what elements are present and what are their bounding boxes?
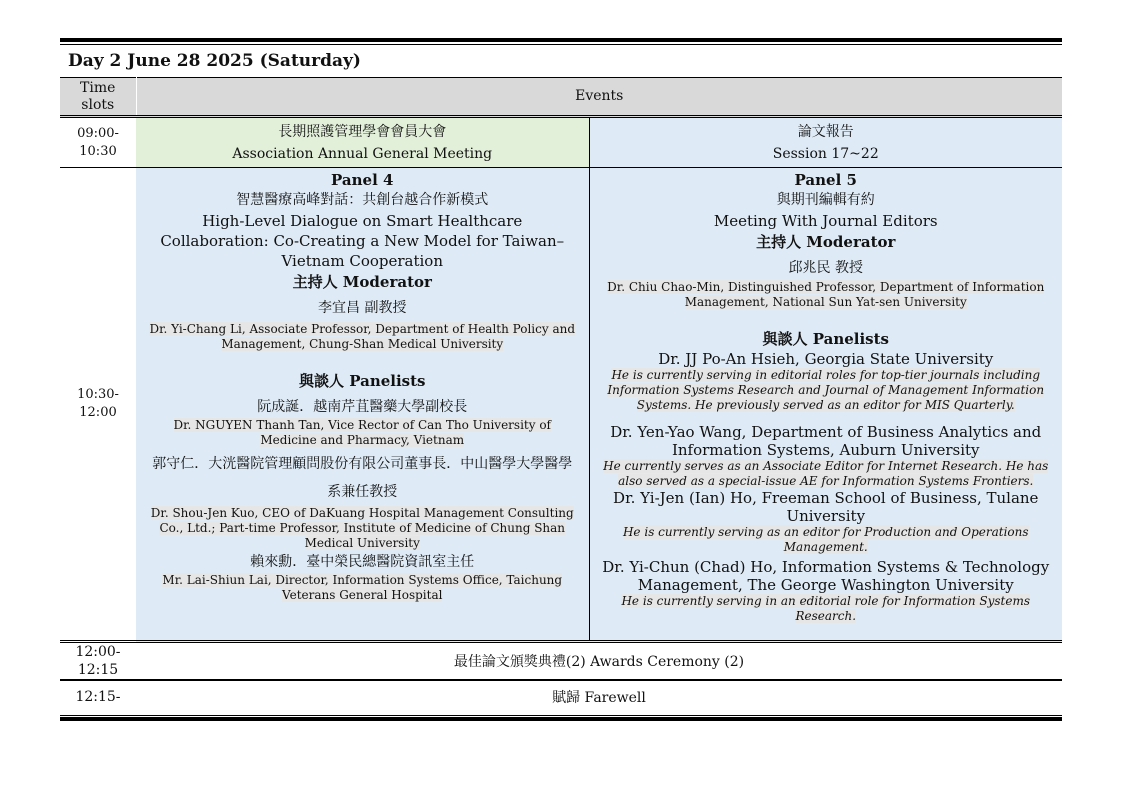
panel5-panelists-label: 與談人 Panelists <box>762 330 889 348</box>
panel5-moderator-zh: 邱兆民 教授 <box>788 260 863 276</box>
panel5-title: Panel 5 <box>794 171 857 189</box>
panel4-moderator-label: 主持人 Moderator <box>292 273 432 291</box>
slot-1200-time: 12:00-12:15 <box>60 642 136 681</box>
awards-event: 最佳論文頒獎典禮(2) Awards Ceremony (2) <box>136 642 1062 681</box>
panel4-topic-en: High-Level Dialogue on Smart Healthcare Collaboration: Co-Creating a New Model for Taiwan–Vietnam Cooperation <box>160 212 565 270</box>
top-rule <box>60 38 1062 42</box>
schedule-table <box>60 77 1062 713</box>
panelist-zh: 阮成誕．越南芹苴醫藥大學副校長 <box>257 399 468 415</box>
panel4-title: Panel 4 <box>331 171 394 189</box>
panelist-affil: Dr. Shou-Jen Kuo, CEO of DaKuang Hospital Management Consulting Co., Ltd.; Part-time Professor, Institute of Medicine of Chung Shan Medical University <box>150 506 574 550</box>
schedule <box>60 38 1062 721</box>
session-en: Session 17~22 <box>772 145 879 162</box>
slot-1030-time: 10:30-12:00 <box>60 168 136 642</box>
agm-zh: 長期照護管理學會會員大會 <box>278 123 447 140</box>
panel4-panelists-label: 與談人 Panelists <box>299 372 426 390</box>
bottom-rule-thin <box>60 715 1062 716</box>
header-time: Time slots <box>60 78 136 117</box>
farewell-event: 賦歸 Farewell <box>136 680 1062 713</box>
panelist-note: He currently serves as an Associate Editor for Internet Research. He has also served as a special-issue AE for Information Systems Frontiers. <box>603 459 1049 488</box>
day-title: Day 2 June 28 2025 (Saturday) <box>68 51 361 71</box>
panel5-cell <box>589 168 1062 642</box>
panel4-moderator-affil: Dr. Yi-Chang Li, Associate Professor, Department of Health Policy and Management, Chung-Shan Medical University <box>149 322 576 351</box>
panelist-zh: 郭守仁．大洸醫院管理顧問股份有限公司董事長．中山醫學大學醫學系兼任教授 <box>152 456 573 500</box>
panelist-affil: Mr. Lai-Shiun Lai, Director, Information Systems Office, Taichung Veterans General Hospital <box>162 573 563 602</box>
slot-1200 <box>60 642 1062 681</box>
header-row <box>60 78 1062 117</box>
panelist-note: He is currently serving as an editor for Production and Operations Management. <box>622 525 1029 554</box>
panelist-name: Dr. Yi-Jen (Ian) Ho, Freeman School of Business, Tulane University <box>613 489 1039 525</box>
slot-0900 <box>60 117 1062 168</box>
panel5-topic-en: Meeting With Journal Editors <box>713 212 938 230</box>
session-cell <box>589 117 1062 168</box>
panelist-name: Dr. JJ Po-An Hsieh, Georgia State University <box>658 350 994 368</box>
panelist-name: Dr. Yi-Chun (Chad) Ho, Information Systems & Technology Management, The George Washington University <box>602 558 1050 594</box>
panel5-moderator-affil: Dr. Chiu Chao-Min, Distinguished Professor, Department of Information Management, National Sun Yat-sen University <box>607 280 1045 309</box>
panelist-note: He is currently serving in editorial roles for top-tier journals including Information Systems Research and Journal of Management Information Systems. He previously served as an editor for MIS Quarterly. <box>607 368 1045 412</box>
panelist-zh: 賴來勳．臺中榮民總醫院資訊室主任 <box>250 554 475 570</box>
panel4-cell <box>136 168 589 642</box>
slot-0900-time: 09:00-10:30 <box>60 117 136 168</box>
slot-1215-time: 12:15- <box>60 680 136 713</box>
panelist-name: Dr. Yen-Yao Wang, Department of Business Analytics and Information Systems, Auburn University <box>610 423 1042 459</box>
panel4-moderator-zh: 李宜昌 副教授 <box>318 300 407 316</box>
slot-1215 <box>60 680 1062 713</box>
slot-1030 <box>60 168 1062 642</box>
panelist-affil: Dr. NGUYEN Thanh Tan, Vice Rector of Can Tho University of Medicine and Pharmacy, Vietnam <box>173 418 551 447</box>
panelist-note: He is currently serving in an editorial role for Information Systems Research. <box>621 594 1031 623</box>
panel4-topic-zh: 智慧醫療高峰對話：共創台越合作新模式 <box>236 192 489 208</box>
session-zh: 論文報告 <box>797 123 854 140</box>
header-events: Events <box>136 78 1062 117</box>
agm-en: Association Annual General Meeting <box>232 145 493 162</box>
panel5-moderator-label: 主持人 Moderator <box>756 233 896 251</box>
agm-cell <box>136 117 589 168</box>
panel5-topic-zh: 與期刊編輯有約 <box>776 192 875 208</box>
bottom-rule <box>60 717 1062 721</box>
